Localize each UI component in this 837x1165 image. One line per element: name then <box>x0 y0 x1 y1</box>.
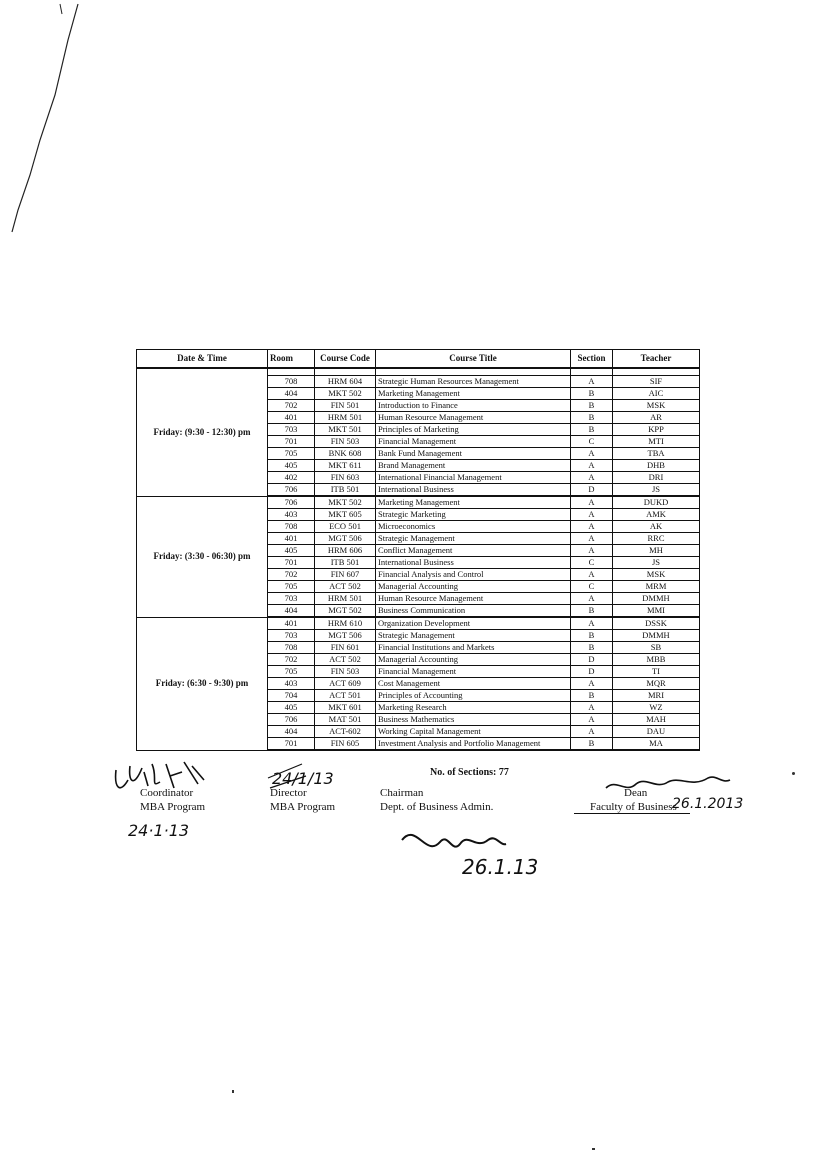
director-title: Director <box>270 787 307 799</box>
teacher-cell: AR <box>613 412 700 424</box>
room-cell: 702 <box>268 654 315 666</box>
course-title-cell: Managerial Accounting <box>376 654 571 666</box>
teacher-cell: MSK <box>613 569 700 581</box>
teacher-cell: MRM <box>613 581 700 593</box>
section-cell: A <box>571 533 613 545</box>
teacher-cell: MAH <box>613 714 700 726</box>
teacher-cell: DMMH <box>613 630 700 642</box>
table-row <box>137 496 700 509</box>
teacher-cell: TI <box>613 666 700 678</box>
course-code-cell: ITB 501 <box>315 484 376 497</box>
coordinator-unit: MBA Program <box>140 801 206 813</box>
course-code-cell: FIN 607 <box>315 569 376 581</box>
course-title-cell: Brand Management <box>376 460 571 472</box>
section-cell: B <box>571 424 613 436</box>
spacer-cell <box>315 368 376 376</box>
course-title-cell: Business Communication <box>376 605 571 618</box>
course-code-cell: ACT 502 <box>315 581 376 593</box>
header-course-title: Course Title <box>376 350 571 369</box>
room-cell: 706 <box>268 496 315 509</box>
header-room: Room <box>268 350 315 369</box>
room-cell: 701 <box>268 436 315 448</box>
course-title-cell: Conflict Management <box>376 545 571 557</box>
course-title-cell: Financial Analysis and Control <box>376 569 571 581</box>
teacher-cell: DSSK <box>613 617 700 630</box>
section-cell: A <box>571 376 613 388</box>
course-code-cell: MKT 605 <box>315 509 376 521</box>
teacher-cell: DAU <box>613 726 700 738</box>
course-title-cell: Bank Fund Management <box>376 448 571 460</box>
teacher-cell: MQR <box>613 678 700 690</box>
room-cell: 703 <box>268 593 315 605</box>
course-title-cell: Working Capital Management <box>376 726 571 738</box>
course-code-cell: MKT 611 <box>315 460 376 472</box>
time-slot-cell: Friday: (6:30 - 9:30) pm <box>137 617 268 750</box>
course-title-cell: Principles of Accounting <box>376 690 571 702</box>
teacher-cell: SIF <box>613 376 700 388</box>
course-code-cell: FIN 603 <box>315 472 376 484</box>
teacher-cell: WZ <box>613 702 700 714</box>
course-code-cell: MKT 502 <box>315 388 376 400</box>
room-cell: 708 <box>268 642 315 654</box>
teacher-cell: SB <box>613 642 700 654</box>
table-row <box>137 617 700 630</box>
section-cell: A <box>571 702 613 714</box>
section-cell: A <box>571 569 613 581</box>
course-title-cell: Strategic Management <box>376 533 571 545</box>
course-code-cell: HRM 610 <box>315 617 376 630</box>
section-cell: A <box>571 460 613 472</box>
course-code-cell: ACT 502 <box>315 654 376 666</box>
course-title-cell: Cost Management <box>376 678 571 690</box>
room-cell: 703 <box>268 630 315 642</box>
section-cell: A <box>571 678 613 690</box>
course-title-cell: International Financial Management <box>376 472 571 484</box>
teacher-cell: KPP <box>613 424 700 436</box>
room-cell: 705 <box>268 666 315 678</box>
section-cell: D <box>571 654 613 666</box>
svg-text:24/1/13: 24/1/13 <box>272 769 334 788</box>
teacher-cell: DMMH <box>613 593 700 605</box>
dean-signature <box>596 768 776 818</box>
header-course-code: Course Code <box>315 350 376 369</box>
course-code-cell: ACT-602 <box>315 726 376 738</box>
room-cell: 403 <box>268 509 315 521</box>
room-cell: 702 <box>268 400 315 412</box>
course-title-cell: Financial Management <box>376 666 571 678</box>
teacher-cell: MBB <box>613 654 700 666</box>
teacher-cell: MRI <box>613 690 700 702</box>
course-title-cell: Investment Analysis and Portfolio Management <box>376 738 571 751</box>
room-cell: 401 <box>268 533 315 545</box>
course-code-cell: HRM 606 <box>315 545 376 557</box>
course-title-cell: Business Mathematics <box>376 714 571 726</box>
room-cell: 401 <box>268 412 315 424</box>
room-cell: 702 <box>268 569 315 581</box>
spacer-cell <box>376 368 571 376</box>
section-cell: C <box>571 581 613 593</box>
section-cell: A <box>571 496 613 509</box>
course-title-cell: International Business <box>376 557 571 569</box>
course-title-cell: Strategic Human Resources Management <box>376 376 571 388</box>
room-cell: 401 <box>268 617 315 630</box>
room-cell: 402 <box>268 472 315 484</box>
course-code-cell: ACT 609 <box>315 678 376 690</box>
course-title-cell: Human Resource Management <box>376 593 571 605</box>
section-cell: C <box>571 557 613 569</box>
room-cell: 404 <box>268 388 315 400</box>
section-cell: B <box>571 400 613 412</box>
course-title-cell: Marketing Management <box>376 496 571 509</box>
section-cell: A <box>571 545 613 557</box>
section-cell: A <box>571 509 613 521</box>
course-code-cell: MGT 506 <box>315 630 376 642</box>
section-cell: A <box>571 726 613 738</box>
spacer-cell <box>268 368 315 376</box>
teacher-cell: MA <box>613 738 700 751</box>
course-title-cell: Marketing Management <box>376 388 571 400</box>
scan-edge-line <box>0 0 90 240</box>
course-code-cell: FIN 605 <box>315 738 376 751</box>
spacer-cell <box>613 368 700 376</box>
teacher-cell: MTI <box>613 436 700 448</box>
scan-speck <box>232 1090 234 1093</box>
section-cell: D <box>571 666 613 678</box>
room-cell: 706 <box>268 714 315 726</box>
course-code-cell: FIN 601 <box>315 642 376 654</box>
room-cell: 701 <box>268 738 315 751</box>
course-code-cell: MAT 501 <box>315 714 376 726</box>
course-title-cell: Principles of Marketing <box>376 424 571 436</box>
teacher-cell: MH <box>613 545 700 557</box>
section-cell: A <box>571 714 613 726</box>
room-cell: 405 <box>268 702 315 714</box>
spacer-cell <box>571 368 613 376</box>
schedule-table <box>136 349 700 751</box>
course-title-cell: Strategic Management <box>376 630 571 642</box>
coordinator-title: Coordinator <box>140 787 194 799</box>
course-code-cell: BNK 608 <box>315 448 376 460</box>
svg-text:24·1·13: 24·1·13 <box>128 821 190 840</box>
course-code-cell: FIN 503 <box>315 666 376 678</box>
room-cell: 701 <box>268 557 315 569</box>
room-cell: 403 <box>268 678 315 690</box>
course-title-cell: Microeconomics <box>376 521 571 533</box>
teacher-cell: DRI <box>613 472 700 484</box>
svg-text:26.1.13: 26.1.13 <box>462 855 539 879</box>
room-cell: 404 <box>268 605 315 618</box>
section-cell: A <box>571 593 613 605</box>
header-date-time: Date & Time <box>137 350 268 369</box>
course-title-cell: Marketing Research <box>376 702 571 714</box>
room-cell: 404 <box>268 726 315 738</box>
section-cell: D <box>571 484 613 497</box>
svg-text:26.1.2013: 26.1.2013 <box>672 796 744 812</box>
course-code-cell: HRM 604 <box>315 376 376 388</box>
scan-speck <box>592 1148 595 1150</box>
chairman-signature <box>396 818 586 888</box>
spacer-row <box>137 368 700 376</box>
course-title-cell: Financial Management <box>376 436 571 448</box>
teacher-cell: AIC <box>613 388 700 400</box>
course-code-cell: FIN 503 <box>315 436 376 448</box>
director-unit: MBA Program <box>270 801 336 813</box>
sections-total: No. of Sections: 77 <box>430 767 509 778</box>
room-cell: 704 <box>268 690 315 702</box>
room-cell: 705 <box>268 448 315 460</box>
dean-title: Dean <box>624 787 648 799</box>
header-teacher: Teacher <box>613 350 700 369</box>
section-cell: B <box>571 738 613 751</box>
course-code-cell: MKT 502 <box>315 496 376 509</box>
room-cell: 708 <box>268 521 315 533</box>
course-code-cell: MKT 601 <box>315 702 376 714</box>
coordinator-signature <box>108 758 228 848</box>
header-section: Section <box>571 350 613 369</box>
course-title-cell: International Business <box>376 484 571 497</box>
course-code-cell: FIN 501 <box>315 400 376 412</box>
course-code-cell: MKT 501 <box>315 424 376 436</box>
course-code-cell: MGT 506 <box>315 533 376 545</box>
course-code-cell: HRM 501 <box>315 412 376 424</box>
section-cell: A <box>571 521 613 533</box>
chairman-unit: Dept. of Business Admin. <box>380 801 494 813</box>
course-title-cell: Managerial Accounting <box>376 581 571 593</box>
course-code-cell: ACT 501 <box>315 690 376 702</box>
teacher-cell: JS <box>613 557 700 569</box>
section-cell: C <box>571 436 613 448</box>
section-cell: B <box>571 388 613 400</box>
course-title-cell: Financial Institutions and Markets <box>376 642 571 654</box>
section-cell: B <box>571 605 613 618</box>
course-title-cell: Human Resource Management <box>376 412 571 424</box>
section-cell: A <box>571 448 613 460</box>
course-code-cell: HRM 501 <box>315 593 376 605</box>
teacher-cell: MMI <box>613 605 700 618</box>
section-cell: B <box>571 630 613 642</box>
teacher-cell: RRC <box>613 533 700 545</box>
scan-speck <box>792 772 795 775</box>
room-cell: 405 <box>268 545 315 557</box>
section-cell: A <box>571 617 613 630</box>
course-code-cell: MGT 502 <box>315 605 376 618</box>
section-cell: B <box>571 642 613 654</box>
teacher-cell: DUKD <box>613 496 700 509</box>
room-cell: 705 <box>268 581 315 593</box>
teacher-cell: AK <box>613 521 700 533</box>
dean-unit: Faculty of Business <box>590 801 677 813</box>
room-cell: 708 <box>268 376 315 388</box>
chairman-title: Chairman <box>380 787 424 799</box>
teacher-cell: AMK <box>613 509 700 521</box>
section-cell: B <box>571 690 613 702</box>
time-slot-cell: Friday: (3:30 - 06:30) pm <box>137 496 268 617</box>
teacher-cell: JS <box>613 484 700 497</box>
header-row <box>137 350 700 369</box>
teacher-cell: TBA <box>613 448 700 460</box>
time-slot-cell: Friday: (9:30 - 12:30) pm <box>137 368 268 496</box>
course-code-cell: ECO 501 <box>315 521 376 533</box>
teacher-cell: MSK <box>613 400 700 412</box>
room-cell: 703 <box>268 424 315 436</box>
room-cell: 706 <box>268 484 315 497</box>
schedule-body <box>137 368 700 750</box>
course-title-cell: Introduction to Finance <box>376 400 571 412</box>
director-signature <box>262 758 372 798</box>
section-cell: B <box>571 412 613 424</box>
course-code-cell: ITB 501 <box>315 557 376 569</box>
course-title-cell: Strategic Marketing <box>376 509 571 521</box>
teacher-cell: DHB <box>613 460 700 472</box>
course-title-cell: Organization Development <box>376 617 571 630</box>
room-cell: 405 <box>268 460 315 472</box>
section-cell: A <box>571 472 613 484</box>
